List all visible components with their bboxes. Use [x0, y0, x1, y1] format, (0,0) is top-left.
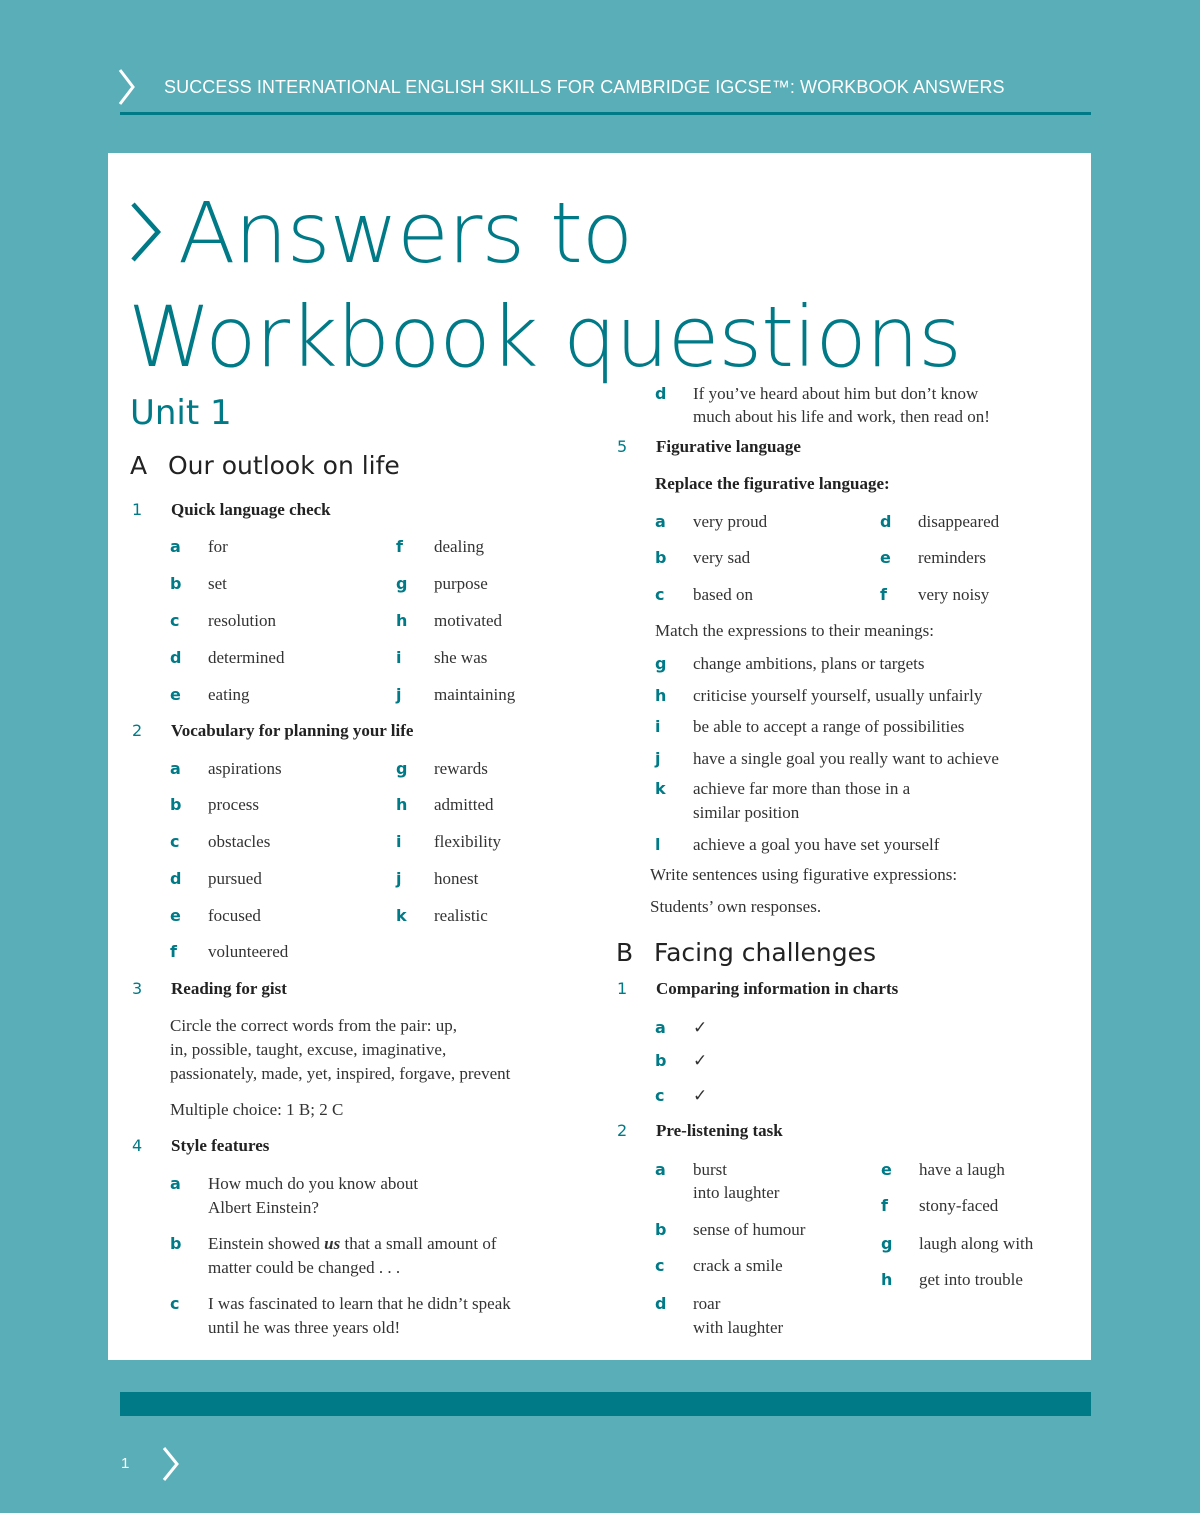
multiple-choice-answer: Multiple choice: 1 B; 2 C — [170, 1100, 344, 1119]
question-title: Vocabulary for planning your life — [171, 721, 414, 740]
question-number: 2 — [132, 721, 143, 740]
write-answer: Students’ own responses. — [650, 897, 822, 916]
question-title: Pre-listening task — [656, 1121, 783, 1140]
question-title: Reading for gist — [171, 979, 287, 998]
page-title — [128, 181, 961, 389]
question-number: 4 — [132, 1136, 143, 1155]
footer-bar — [120, 1392, 1091, 1416]
page-title-line2: Workbook questions — [128, 288, 961, 386]
question-title: Figurative language — [656, 437, 801, 456]
page-number: 1 — [121, 1455, 130, 1472]
question-number: 1 — [132, 500, 143, 519]
check-icon: ✓ — [693, 1051, 708, 1070]
question-title: Comparing information in charts — [656, 979, 899, 998]
question-title: Quick language check — [171, 500, 331, 519]
section-a-heading — [130, 451, 400, 480]
circle-instruction-line: in, possible, taught, excuse, imaginative, — [170, 1040, 447, 1059]
question-title: Style features — [171, 1136, 270, 1155]
section-b-heading — [616, 938, 876, 967]
circle-instruction-line: Circle the correct words from the pair: up, — [170, 1016, 458, 1035]
question-number: 2 — [617, 1121, 628, 1140]
section-letter: A — [130, 451, 148, 480]
write-instruction: Write sentences using figurative expressions: — [650, 865, 958, 884]
question-number: 1 — [617, 979, 628, 998]
chevron-right-icon — [128, 200, 164, 264]
content-card: Answers to Workbook questions Unit 1 A Our outlook on life 1 Quick language check a for b set c resolution d determined e eating f dealing g purpose h motivated i she was j maintaining 2 Vocabulary for planning your life a aspirations b process c obstacles d pursued e focused f volunteered g rewards h admitted i flexibility j honest k realistic 3 Reading for gist Circle the correct words from the pair: up, in, possible, taught, excuse, imaginative, passionately, made, yet, inspired, forgave, prevent Multiple choice: 1 B; 2 C 4 Style features a How much do you know about Albert Einstein? b Einstein showed us that a small amount of matter could be changed . . . c I was fascinated to learn that he didn’t speak until he was three years old! d If you’ve heard about him but don’t know much about his life and work, then read on! 5 Figurative language Replace the figurative language: a very proud b very sad c based on d disappeared e reminders f very noisy Match the expressions to their meanings: g change ambitions, plans or targets h criticise yourself yourself, usually unfairly i be able to accept a range of possibilities j have a single goal you really want to achieve k achieve far more than those in a similar position l achieve a goal you have set yourself Write sentences using figurative expressions: Students’ own responses. B Facing challenges 1 Comparing information in charts a ✓ b ✓ c ✓ 2 Pre-listening task a burst into laughter b sense of humour c crack a smile d roar with laughter e have a laugh f stony-faced g laugh along with h get into trouble — [108, 153, 1091, 1360]
page-title-line1: Answers to — [178, 184, 633, 282]
chevron-right-icon — [160, 1446, 182, 1482]
question-number: 5 — [617, 437, 628, 456]
section-letter: B — [616, 938, 634, 967]
running-header-title: SUCCESS INTERNATIONAL ENGLISH SKILLS FOR CAMBRIDGE IGCSE™: WORKBOOK ANSWERS — [164, 77, 1005, 97]
replace-instruction: Replace the figurative language: — [655, 474, 890, 493]
header-rule — [120, 112, 1091, 115]
section-title: Our outlook on life — [168, 451, 400, 480]
check-icon: ✓ — [693, 1018, 708, 1037]
unit-heading: Unit 1 — [130, 393, 232, 433]
section-title: Facing challenges — [654, 938, 877, 967]
circle-instruction-line: passionately, made, yet, inspired, forgave, prevent — [170, 1064, 511, 1083]
question-number: 3 — [132, 979, 143, 998]
check-icon: ✓ — [693, 1086, 708, 1105]
match-instruction: Match the expressions to their meanings: — [655, 621, 935, 640]
chevron-right-icon — [116, 68, 138, 106]
